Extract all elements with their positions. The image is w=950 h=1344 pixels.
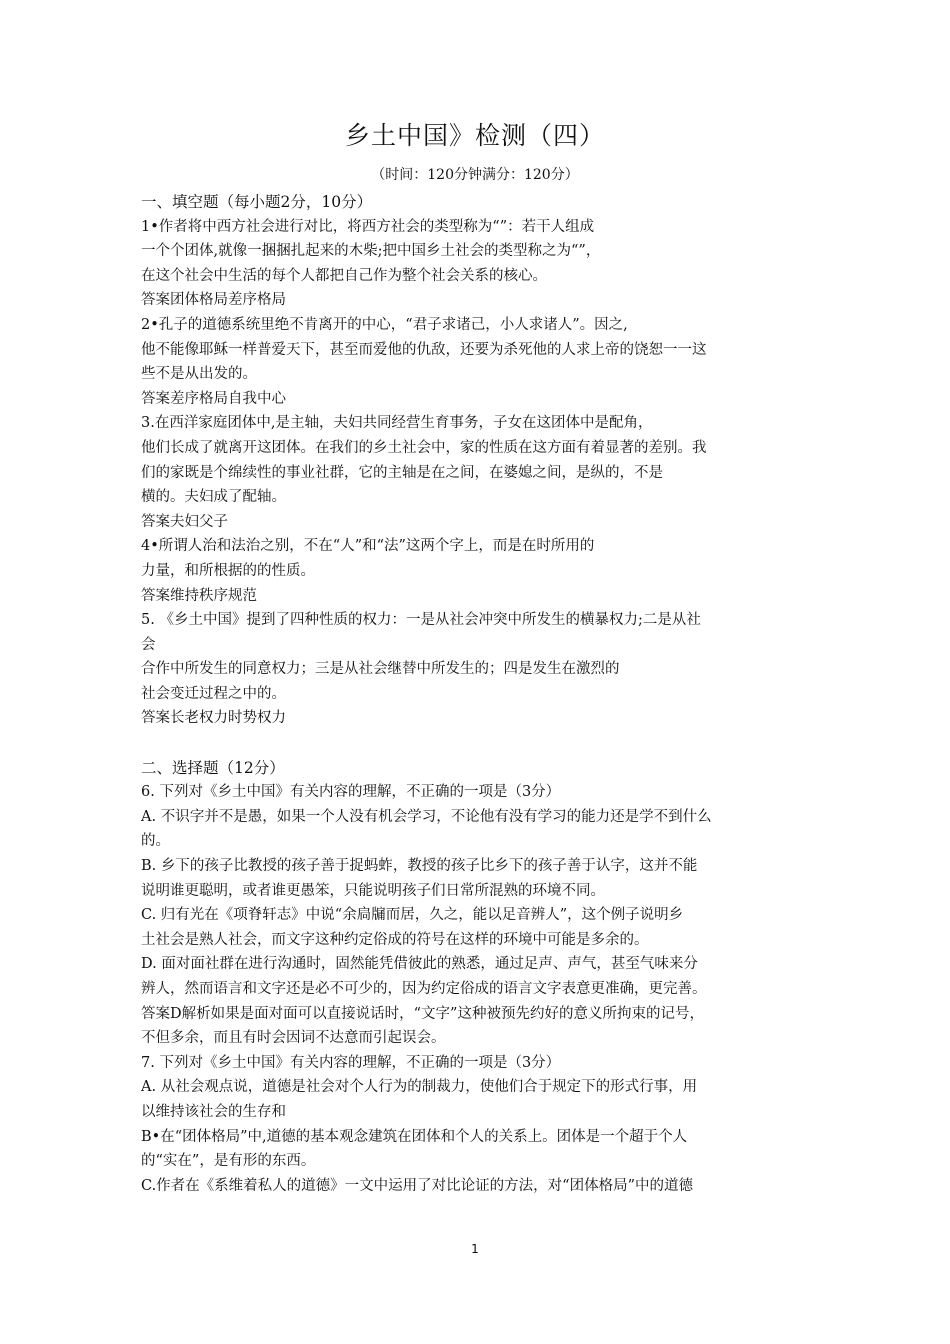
text-line: A. 从社会观点说，道德是社会对个人行为的制裁力，使他们合于规定下的形式行事，用 (141, 1079, 698, 1096)
text-line: 社会变迁过程之中的。 (141, 685, 286, 702)
document-body (141, 190, 821, 1198)
text-line: A. 不识字并不是愚，如果一个人没有机会学习，不论他有没有学习的能力还是学不到什么 (141, 808, 712, 825)
text-line: 4•所谓人治和法治之别，不在“人”和“法”这两个字上，而是在时所用的 (141, 538, 595, 555)
text-line: 答案夫妇父子 (141, 513, 228, 530)
section-heading: 一、填空题（每小题2分，10分） (141, 193, 373, 211)
text-line: 7. 下列对《乡土中国》有关内容的理解，不正确的一项是（3分） (141, 1054, 561, 1071)
text-line: 横的。夫妇成了配轴。 (141, 489, 286, 506)
text-line: 一个个团体,就像一捆捆扎起来的木柴;把中国乡土社会的类型称之为“”， (141, 243, 601, 260)
document-title: 乡土中国》检测（四） (344, 121, 605, 150)
text-line: 土社会是熟人社会，而文字这种约定俗成的符号在这样的环境中可能是多余的。 (141, 931, 649, 948)
text-line: 答案维持秩序规范 (141, 587, 257, 604)
text-line: 的“实在”，是有形的东西。 (141, 1153, 316, 1170)
blank-line (141, 731, 821, 756)
text-line: 些不是从出发的。 (141, 366, 257, 383)
text-line: 辨人，然而语言和文字还是必不可少的，因为约定俗成的语言文字表意更准确，更完善。 (141, 981, 707, 997)
text-line: B. 乡下的孩子比教授的孩子善于捉蚂蚱，教授的孩子比乡下的孩子善于认字，这并不能 (141, 858, 698, 875)
text-line: 他们长成了就离开这团体。在我们的乡土社会中，家的性质在这方面有着显著的差别。我 (141, 439, 707, 456)
text-line: B•在“团体格局”中,道德的基本观念建筑在团体和个人的关系上。团体是一个超于个人 (141, 1128, 688, 1145)
text-line: C.作者在《系维着私人的道德》一文中运用了对比论证的方法，对“团体格局”中的道德 (141, 1177, 694, 1194)
text-line: 1•作者将中西方社会进行对比，将西方社会的类型称为“”：若干人组成 (141, 218, 595, 235)
section-heading: 二、选择题（12分） (141, 758, 285, 777)
text-line: 5. 《乡土中国》提到了四种性质的权力：一是从社会冲突中所发生的横暴权力;二是从社 (141, 612, 701, 629)
text-line: 合作中所发生的同意权力；三是从社会继替中所发生的；四是发生在激烈的 (141, 661, 620, 678)
page-number: 1 (471, 1242, 479, 1256)
text-line: 2•孔子的道德系统里绝不肯离开的中心，“君子求诸己，小人求诸人”。因之, (141, 316, 628, 333)
text-line: 6. 下列对《乡土中国》有关内容的理解，不正确的一项是（3分） (141, 784, 561, 801)
text-line: 说明谁更聪明，或者谁更愚笨，只能说明孩子们日常所混熟的环境不同。 (141, 882, 605, 899)
text-line: D. 面对面社群在进行沟通时，固然能凭借彼此的熟悉，通过足声、声气，甚至气味来分 (141, 956, 698, 973)
text-line: 以维持该社会的生存和 (141, 1103, 286, 1120)
exam-time-info: （时间：120分钟满分：120分） (371, 167, 579, 183)
text-line: 答案团体格局差序格局 (141, 292, 286, 309)
text-line: 力量，和所根据的的性质。 (141, 562, 315, 579)
text-line: 会 (141, 636, 156, 653)
text-line: 在这个社会中生活的每个人都把自己作为整个社会关系的核心。 (141, 267, 547, 284)
text-line: 答案长老权力时势权力 (141, 710, 286, 727)
text-line: 3.在西洋家庭团体中,是主轴，夫妇共同经营生育事务，子女在这团体中是配角， (141, 415, 653, 432)
text-line: 不但多余，而且有时会因词不达意而引起误会。 (141, 1030, 446, 1047)
text-line: C. 归有光在《项脊轩志》中说“余扃牖而居，久之，能以足音辨人”，这个例子说明乡 (141, 907, 684, 924)
text-line: 答案差序格局自我中心 (141, 390, 286, 407)
text-line: 答案D解析如果是面对面可以直接说话时，“文字”这种被预先约好的意义所拘束的记号， (141, 1005, 704, 1022)
text-line: 们的家既是个绵续性的事业社群，它的主轴是在之间，在婆媳之间，是纵的，不是 (141, 464, 663, 481)
text-line: 的。 (141, 833, 170, 850)
text-line: 他不能像耶稣一样普爱天下，甚至而爱他的仇敌，还要为杀死他的人求上帝的饶恕一一这 (141, 341, 707, 358)
